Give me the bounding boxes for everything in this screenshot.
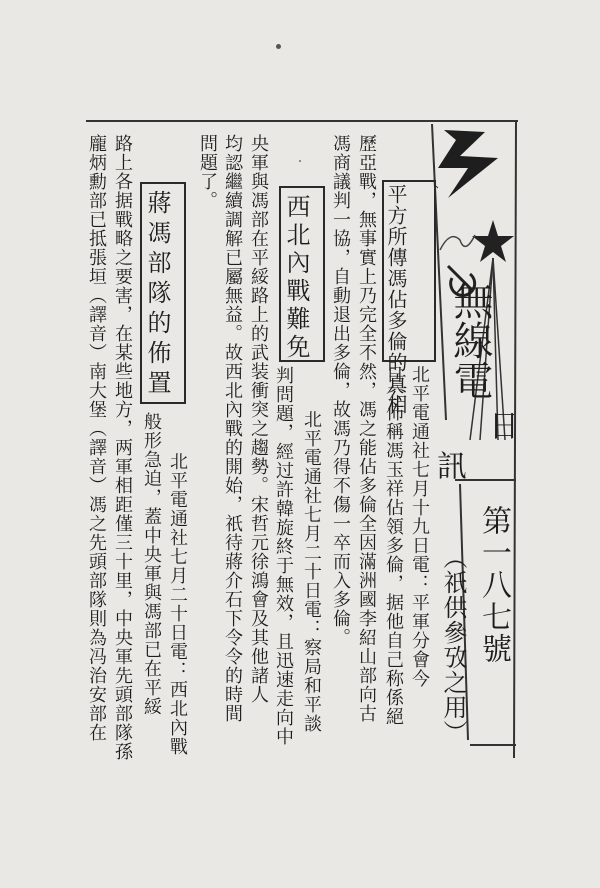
article1-col-3: 歷亞戰，無事實上乃完全不然，馮之能佔多倫全因滿洲國李紹山部向古 [356,134,377,723]
article3-col-3: 路上各据戰略之要害，在某些地方，两軍相距僅三十里，中央軍先頭部隊孫 [112,134,133,761]
star-icon [472,220,514,262]
issue-number: 第一八七號 [476,505,511,665]
masthead-ji: 訊 [431,450,466,480]
article2-col-3: 央軍與馮部在平綏路上的武装衝突之趨勢。宋哲元徐鴻會及其他諸人 [248,134,269,704]
article3-col-1: 北平電通社七月二十日電：西北內戰 [167,452,188,756]
article2-col-4: 均認繼續調解已屬無益。故西北內戰的開始，祇待蔣介石下令令的時間 [222,134,243,723]
headline-2: 西北內戰難免 [282,194,310,362]
article2-col-5: 問題了。 [197,134,218,210]
masthead-char-1: 無 [447,280,493,320]
article3-col-4: 龐炳勳部已抵張垣（譯音）南大堡（譯音）馮之先頭部隊則為冯治安部在 [86,134,107,742]
masthead-char-3: 電 [447,360,493,400]
issue-note: （祇供參攷之用） [439,545,467,745]
masthead-title [448,280,492,400]
masthead-char-2: 線 [447,320,493,360]
article2-col-1: 北平電通社七月二十日電：察局和平談 [301,410,322,733]
article1-col-1: 北平電通社七月十九日電：平軍分會今 [409,365,430,688]
masthead-ri: 日 [483,410,518,440]
article1-col-4: 馮商議判一協，自動退出多倫，故馮乃得不傷一卒而入多倫。 [330,134,351,647]
article1-col-2: 日公佈稱馮玉祥佔領多倫，据他自己称係絕 [383,365,404,726]
article3-col-2: 般形急迫，蓋中央軍與馮部已在平綏 [141,412,162,716]
headline-3: 蔣馮部隊的佈置 [143,190,171,400]
headline-1-text: 平方所傳馮佔多倫的真相 [384,184,408,415]
article2-col-2: 判問題，經过許韓旋終于無效，且迅速走向中 [273,366,294,746]
lightning-icon [438,130,498,198]
